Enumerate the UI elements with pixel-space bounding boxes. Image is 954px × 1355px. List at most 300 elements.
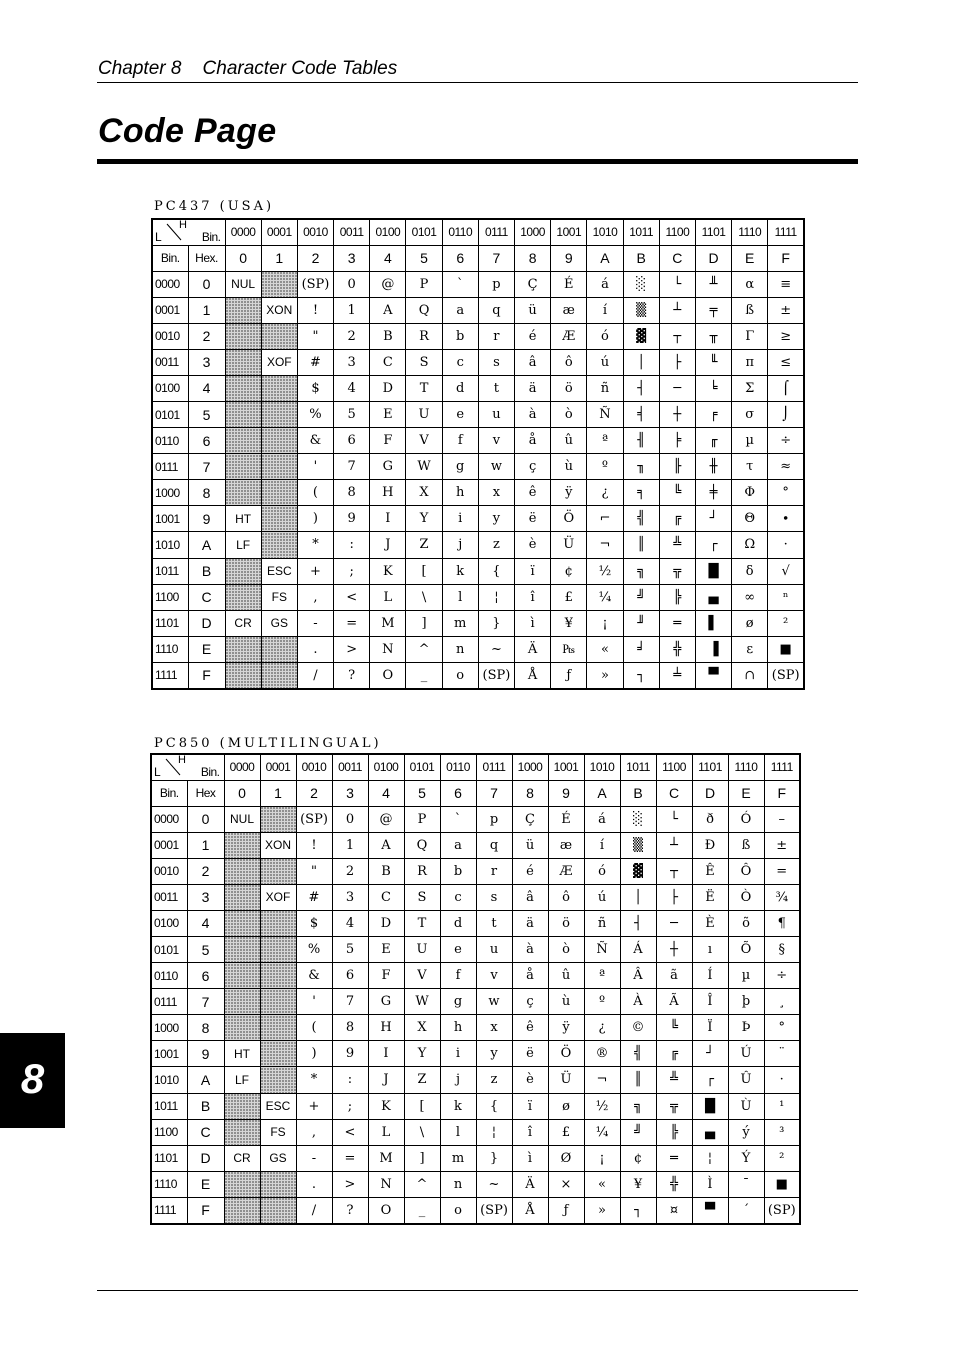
char-cell: ┌	[695, 532, 731, 558]
char-cell: z	[476, 1067, 512, 1093]
char-cell: ¦	[476, 1119, 512, 1145]
char-cell: n	[440, 1171, 476, 1197]
char-cell: Z	[404, 1067, 440, 1093]
char-cell: ╔	[656, 1041, 692, 1067]
char-cell: ┐	[623, 662, 659, 688]
column-bin-header: 1100	[659, 219, 695, 245]
char-cell: ÿ	[548, 1015, 584, 1041]
char-cell: ╢	[623, 428, 659, 454]
char-cell: ╪	[695, 480, 731, 506]
char-cell: XON	[261, 297, 297, 323]
char-cell: ▀	[695, 662, 731, 688]
column-hex-header: 6	[440, 780, 476, 806]
char-cell: ┼	[656, 936, 692, 962]
char-cell: ´	[728, 1197, 764, 1223]
char-cell: ╨	[695, 271, 731, 297]
char-cell: c	[442, 349, 478, 375]
char-cell: 9	[334, 506, 370, 532]
char-cell: N	[370, 636, 406, 662]
char-cell: B	[370, 323, 406, 349]
char-cell: XOF	[261, 349, 297, 375]
char-cell: ▓	[620, 858, 656, 884]
char-cell: %	[297, 401, 333, 427]
row-hex-label: D	[187, 1145, 224, 1171]
char-cell: "	[296, 858, 332, 884]
corner-cell	[151, 754, 224, 780]
char-cell: ▄	[692, 1119, 728, 1145]
char-cell: ö	[551, 375, 587, 401]
char-cell: °	[768, 480, 804, 506]
char-cell: ·	[764, 1067, 800, 1093]
char-cell: 8	[334, 480, 370, 506]
header-row-bin	[152, 219, 804, 245]
column-hex-header: A	[584, 780, 620, 806]
char-cell: D	[370, 375, 406, 401]
char-cell: ç	[512, 989, 548, 1015]
char-cell	[261, 271, 297, 297]
char-cell: ░	[623, 271, 659, 297]
char-cell: 3	[334, 349, 370, 375]
char-cell: +	[297, 558, 333, 584]
char-cell: Ü	[551, 532, 587, 558]
char-cell: L	[368, 1119, 404, 1145]
char-cell: ª	[587, 428, 623, 454]
char-cell: >	[334, 636, 370, 662]
char-cell: (SP)	[768, 662, 804, 688]
row-bin-label: 0100	[151, 910, 187, 936]
char-cell: ]	[404, 1145, 440, 1171]
char-cell: ╚	[656, 1015, 692, 1041]
char-cell: ╩	[659, 532, 695, 558]
char-cell: F	[368, 963, 404, 989]
column-bin-header: 0111	[476, 754, 512, 780]
char-cell: m	[442, 610, 478, 636]
column-hex-header: 2	[296, 780, 332, 806]
char-cell: ¿	[584, 1015, 620, 1041]
corner-cell	[152, 219, 225, 245]
char-cell: Û	[728, 1067, 764, 1093]
char-cell: ╠	[656, 1119, 692, 1145]
table-row	[151, 1015, 800, 1041]
row-bin-label: 1111	[152, 662, 188, 688]
char-cell: ,	[296, 1119, 332, 1145]
row-hex-label: C	[187, 1119, 224, 1145]
char-cell: ä	[512, 910, 548, 936]
char-cell: G	[370, 454, 406, 480]
column-hex-header: 7	[476, 780, 512, 806]
char-cell: @	[368, 806, 404, 832]
char-cell: h	[440, 1015, 476, 1041]
column-bin-header: 1011	[623, 219, 659, 245]
char-cell: ä	[515, 375, 551, 401]
char-cell	[224, 1171, 260, 1197]
char-cell: #	[297, 349, 333, 375]
row-hex-label: 9	[188, 506, 225, 532]
char-cell: ô	[551, 349, 587, 375]
char-cell: ▄	[695, 584, 731, 610]
column-hex-header: D	[692, 780, 728, 806]
char-cell: ¡	[587, 610, 623, 636]
code-table-pc850	[150, 753, 801, 1225]
corner-bin-label: Bin.	[200, 764, 220, 779]
char-cell: ƒ	[551, 662, 587, 688]
column-hex-header: D	[695, 245, 731, 271]
row-bin-label: 1000	[152, 480, 188, 506]
char-cell: k	[442, 558, 478, 584]
char-cell: á	[587, 271, 623, 297]
char-cell: $	[296, 910, 332, 936]
char-cell: R	[406, 323, 442, 349]
char-cell: ø	[732, 610, 768, 636]
char-cell: î	[515, 584, 551, 610]
column-bin-header: 0101	[406, 219, 442, 245]
column-hex-header: 5	[406, 245, 442, 271]
row-hex-header: Hex.	[188, 245, 225, 271]
char-cell: M	[370, 610, 406, 636]
char-cell: }	[478, 610, 514, 636]
char-cell: Ç	[512, 806, 548, 832]
column-hex-header: 1	[261, 245, 297, 271]
column-bin-header: 1010	[587, 219, 623, 245]
char-cell: H	[368, 1015, 404, 1041]
char-cell	[224, 1015, 260, 1041]
char-cell: ⁿ	[768, 584, 804, 610]
char-cell: Ø	[548, 1145, 584, 1171]
row-bin-label: 1101	[151, 1145, 187, 1171]
char-cell: ì	[515, 610, 551, 636]
char-cell: Á	[620, 936, 656, 962]
char-cell: █	[692, 1093, 728, 1119]
char-cell: ■	[768, 636, 804, 662]
char-cell	[225, 297, 261, 323]
row-bin-label: 1000	[151, 1015, 187, 1041]
char-cell: CR	[224, 1145, 260, 1171]
row-hex-label: E	[188, 636, 225, 662]
char-cell: ╬	[659, 636, 695, 662]
char-cell: δ	[732, 558, 768, 584]
row-hex-label: F	[187, 1197, 224, 1223]
char-cell: `	[440, 806, 476, 832]
char-cell: Ú	[728, 1041, 764, 1067]
char-cell: ²	[764, 1145, 800, 1171]
char-cell: Î	[692, 989, 728, 1015]
char-cell: "	[297, 323, 333, 349]
column-bin-header: 0101	[404, 754, 440, 780]
char-cell	[261, 428, 297, 454]
char-cell	[224, 936, 260, 962]
char-cell: ╖	[623, 454, 659, 480]
char-cell: LF	[224, 1067, 260, 1093]
char-cell: ì	[512, 1145, 548, 1171]
char-cell: ╓	[695, 428, 731, 454]
row-hex-label: 5	[188, 401, 225, 427]
char-cell	[225, 558, 261, 584]
column-hex-header: 2	[297, 245, 333, 271]
row-bin-label: 1110	[151, 1171, 187, 1197]
char-cell: Ó	[728, 806, 764, 832]
char-cell: Ã	[656, 989, 692, 1015]
row-bin-label: 0111	[152, 454, 188, 480]
char-cell: º	[584, 989, 620, 1015]
char-cell: æ	[548, 832, 584, 858]
char-cell: ┌	[692, 1067, 728, 1093]
column-bin-header: 1110	[728, 754, 764, 780]
table-row	[151, 806, 800, 832]
char-cell: r	[478, 323, 514, 349]
char-cell: ESC	[261, 558, 297, 584]
row-bin-label: 0011	[152, 349, 188, 375]
char-cell: p	[476, 806, 512, 832]
char-cell: ═	[656, 1145, 692, 1171]
char-cell: ║	[623, 532, 659, 558]
char-cell: Ð	[692, 832, 728, 858]
char-cell: §	[764, 936, 800, 962]
char-cell: ╫	[695, 454, 731, 480]
char-cell: ║	[620, 1067, 656, 1093]
char-cell: C	[370, 349, 406, 375]
char-cell: è	[512, 1067, 548, 1093]
column-bin-header: 0010	[296, 754, 332, 780]
char-cell: x	[478, 480, 514, 506]
char-cell	[225, 480, 261, 506]
corner-l-label: L	[155, 229, 162, 244]
char-cell: τ	[732, 454, 768, 480]
char-cell: =	[334, 610, 370, 636]
char-cell	[261, 454, 297, 480]
column-bin-header: 0001	[260, 754, 296, 780]
char-cell: Ê	[692, 858, 728, 884]
title-rule	[97, 159, 858, 164]
char-cell: ■	[764, 1171, 800, 1197]
table-row	[151, 1041, 800, 1067]
char-cell	[261, 532, 297, 558]
column-hex-header: B	[623, 245, 659, 271]
row-hex-label: 8	[187, 1015, 224, 1041]
table-row	[151, 989, 800, 1015]
char-cell: 3	[332, 884, 368, 910]
char-cell: É	[551, 271, 587, 297]
char-cell: ¦	[478, 584, 514, 610]
char-cell: ó	[584, 858, 620, 884]
char-cell: \	[406, 584, 442, 610]
char-cell: √	[768, 558, 804, 584]
row-hex-label: 7	[187, 989, 224, 1015]
row-bin-label: 1001	[151, 1041, 187, 1067]
char-cell: W	[406, 454, 442, 480]
char-cell: 0	[334, 271, 370, 297]
char-cell: e	[442, 401, 478, 427]
char-cell: Ä	[515, 636, 551, 662]
char-cell: s	[478, 349, 514, 375]
char-cell: s	[476, 884, 512, 910]
char-cell	[225, 323, 261, 349]
char-cell: ─	[656, 910, 692, 936]
char-cell: Θ	[732, 506, 768, 532]
char-cell: ¡	[584, 1145, 620, 1171]
char-cell: .	[296, 1171, 332, 1197]
char-cell: (SP)	[296, 806, 332, 832]
char-cell: ;	[332, 1093, 368, 1119]
char-cell: q	[478, 297, 514, 323]
row-bin-label: 0110	[151, 963, 187, 989]
char-cell: ½	[587, 558, 623, 584]
char-cell: ▓	[623, 323, 659, 349]
char-cell: S	[404, 884, 440, 910]
char-cell: ¥	[620, 1171, 656, 1197]
table-row	[151, 936, 800, 962]
char-cell: v	[478, 428, 514, 454]
table-row	[152, 532, 804, 558]
char-cell: ç	[515, 454, 551, 480]
char-cell: Õ	[728, 936, 764, 962]
char-cell: )	[297, 506, 333, 532]
char-cell: n	[442, 636, 478, 662]
char-cell: ├	[656, 884, 692, 910]
char-cell: í	[584, 832, 620, 858]
char-cell: ±	[768, 297, 804, 323]
char-cell: è	[515, 532, 551, 558]
table-row	[152, 375, 804, 401]
char-cell: ø	[548, 1093, 584, 1119]
char-cell: ╜	[623, 610, 659, 636]
char-cell: Å	[515, 662, 551, 688]
char-cell: ╣	[620, 1041, 656, 1067]
char-cell	[260, 1041, 296, 1067]
column-bin-header: 0000	[225, 219, 261, 245]
char-cell: Ω	[732, 532, 768, 558]
char-cell: 6	[334, 428, 370, 454]
char-cell: ã	[656, 963, 692, 989]
char-cell: ┴	[656, 832, 692, 858]
char-cell: ⌡	[768, 401, 804, 427]
char-cell: û	[548, 963, 584, 989]
char-cell: t	[478, 375, 514, 401]
char-cell: ¨	[764, 1041, 800, 1067]
char-cell: │	[620, 884, 656, 910]
char-cell: ┬	[659, 323, 695, 349]
row-hex-label: C	[188, 584, 225, 610]
row-hex-label: 2	[187, 858, 224, 884]
char-cell: q	[476, 832, 512, 858]
char-cell: ┤	[620, 910, 656, 936]
char-cell: À	[620, 989, 656, 1015]
row-bin-label: 0110	[152, 428, 188, 454]
char-cell: %	[296, 936, 332, 962]
char-cell: ╘	[695, 375, 731, 401]
char-cell	[260, 1067, 296, 1093]
char-cell: ½	[584, 1093, 620, 1119]
char-cell: :	[334, 532, 370, 558]
char-cell: XOF	[260, 884, 296, 910]
char-cell: ∞	[732, 584, 768, 610]
char-cell: J	[368, 1067, 404, 1093]
code-table-pc437	[151, 218, 805, 690]
char-cell: `	[442, 271, 478, 297]
char-cell: <	[332, 1119, 368, 1145]
char-cell: ©	[620, 1015, 656, 1041]
char-cell: (SP)	[764, 1197, 800, 1223]
char-cell: /	[296, 1197, 332, 1223]
char-cell: r	[476, 858, 512, 884]
char-cell: C	[368, 884, 404, 910]
char-cell: &	[297, 428, 333, 454]
char-cell: ñ	[587, 375, 623, 401]
table-row	[151, 910, 800, 936]
char-cell: ╗	[620, 1093, 656, 1119]
char-cell	[225, 349, 261, 375]
char-cell: Φ	[732, 480, 768, 506]
char-cell: \	[404, 1119, 440, 1145]
char-cell: M	[368, 1145, 404, 1171]
char-cell: ╗	[623, 558, 659, 584]
char-cell: [	[406, 558, 442, 584]
char-cell: T	[404, 910, 440, 936]
page-title: Code Page	[98, 112, 277, 150]
char-cell: A	[368, 832, 404, 858]
column-bin-header: 1001	[551, 219, 587, 245]
table-row	[152, 297, 804, 323]
column-hex-header: 9	[548, 780, 584, 806]
row-bin-label: 1010	[152, 532, 188, 558]
char-cell: :	[332, 1067, 368, 1093]
char-cell: G	[368, 989, 404, 1015]
char-cell: 8	[332, 1015, 368, 1041]
char-cell: N	[368, 1171, 404, 1197]
char-cell	[224, 963, 260, 989]
char-cell: ª	[584, 963, 620, 989]
char-cell	[260, 989, 296, 1015]
char-cell: ?	[332, 1197, 368, 1223]
column-bin-header: 0111	[478, 219, 514, 245]
char-cell	[260, 806, 296, 832]
char-cell: 5	[332, 936, 368, 962]
char-cell: w	[476, 989, 512, 1015]
row-bin-label: 1011	[152, 558, 188, 584]
row-hex-label: 2	[188, 323, 225, 349]
column-hex-header: 4	[368, 780, 404, 806]
table-row	[151, 1197, 800, 1223]
char-cell: j	[440, 1067, 476, 1093]
row-hex-header: Hex	[187, 780, 224, 806]
char-cell: w	[478, 454, 514, 480]
char-cell: o	[440, 1197, 476, 1223]
row-bin-label: 1010	[151, 1067, 187, 1093]
table-row	[151, 1171, 800, 1197]
char-cell: ESC	[260, 1093, 296, 1119]
char-cell: Y	[404, 1041, 440, 1067]
char-cell: ¿	[587, 480, 623, 506]
char-cell: d	[442, 375, 478, 401]
char-cell: ≈	[768, 454, 804, 480]
char-cell: Í	[692, 963, 728, 989]
char-cell: Ý	[728, 1145, 764, 1171]
row-hex-label: 6	[188, 428, 225, 454]
row-hex-label: 9	[187, 1041, 224, 1067]
header-rule	[97, 82, 858, 83]
table-caption-pc850: PC850 (MULTILINGUAL)	[154, 736, 382, 751]
char-cell: O	[368, 1197, 404, 1223]
char-cell: ×	[548, 1171, 584, 1197]
char-cell: 1	[332, 832, 368, 858]
char-cell: ┴	[659, 297, 695, 323]
char-cell: Ö	[548, 1041, 584, 1067]
char-cell: P	[406, 271, 442, 297]
column-hex-header: 8	[515, 245, 551, 271]
row-bin-label: 0111	[151, 989, 187, 1015]
table-row	[151, 858, 800, 884]
char-cell: ▒	[620, 832, 656, 858]
char-cell: π	[732, 349, 768, 375]
